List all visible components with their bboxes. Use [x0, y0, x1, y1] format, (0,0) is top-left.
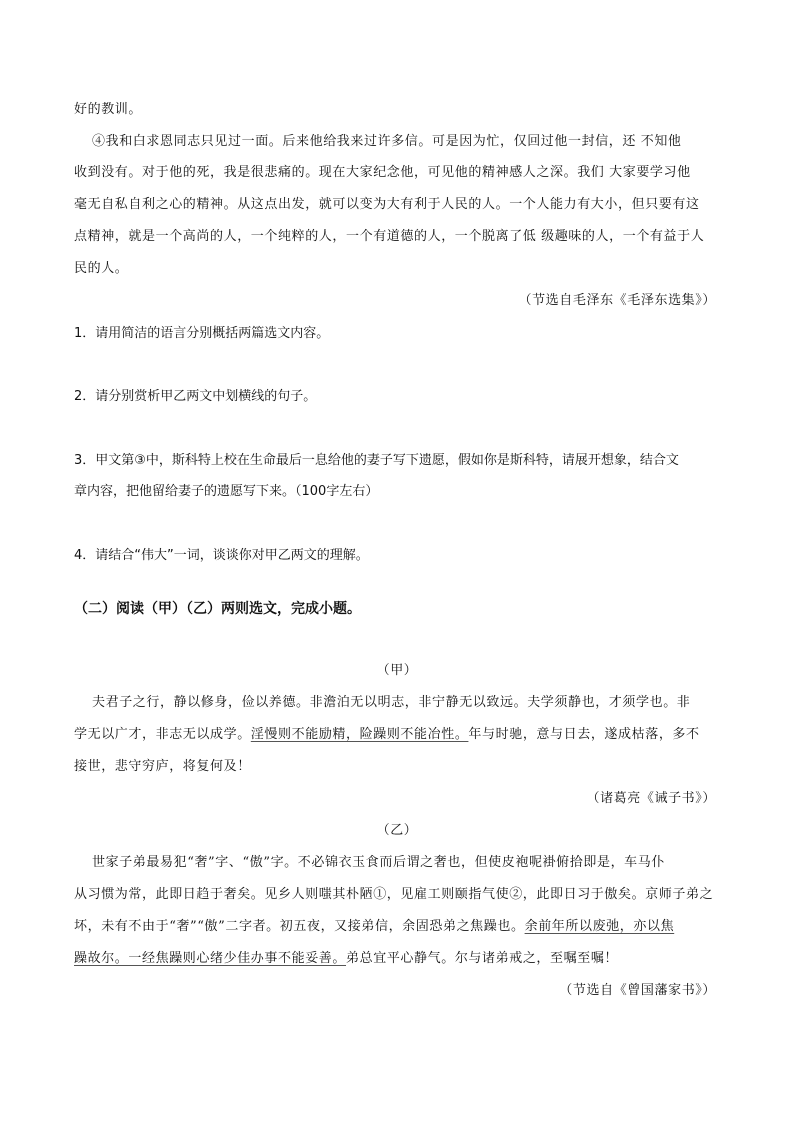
passage-line: 躁故尔。一经焦躁则心绪少佳办事不能妥善。弟总宜平心静气。尔与诸弟戒之，至嘱至嘱！	[74, 951, 619, 966]
passage-line: 民的人。	[74, 261, 129, 276]
passage-line: 夫君子之行，静以修身，俭以养德。非澹泊无以明志，非宁静无以致远。夫学须静也，才须学也。非	[92, 695, 691, 710]
passage-source: （诸葛亮《诫子书》）	[586, 791, 716, 806]
underlined-sentence: 余前年所以废弛，亦以焦	[524, 919, 675, 934]
passage-line: 收到没有。对于他的死，我是很悲痛的。现在大家纪念他，可见他的精神感人之深。我们 大家要学习他	[74, 165, 691, 180]
passage-yi-label: （乙）	[376, 823, 418, 838]
passage-line: 学无以广才，非志无以成学。淫慢则不能励精，险躁则不能冶性。年与时驰，意与日去，遂成枯落，多不	[74, 727, 700, 742]
section-heading: （二）阅读（甲）（乙）两则选文，完成小题。	[74, 601, 361, 617]
passage-line: 毫无自私自利之心的精神。从这点出发，就可以变为大有利于人民的人。一个人能力有大小，但只要有这	[74, 197, 700, 212]
underlined-sentence: 躁故尔。一经焦躁则心绪少佳办事不能妥善。	[74, 951, 347, 966]
passage-line: 世家子弟最易犯“奢”字、“傲”字。不必锦衣玉食而后谓之奢也，但使皮袍呢褂俯拾即是，车马仆	[92, 855, 665, 870]
question-1: 1．请用简洁的语言分别概括两篇选文内容。	[74, 326, 330, 341]
question-2: 2．请分别赏析甲乙两文中划横线的句子。	[74, 389, 317, 404]
passage-source: （节选自《曾国藩家书》）	[559, 983, 716, 998]
passage-line: 坏，未有不由于“奢”“傲”二字者。初五夜，又接弟信，余固恐弟之焦躁也。余前年所以废弛，亦以焦	[74, 919, 675, 934]
question-3-cont: 章内容，把他留给妻子的遗愿写下来。（100字左右）	[74, 484, 379, 499]
underlined-sentence: 淫慢则不能励精，险躁则不能冶性。	[250, 727, 469, 742]
passage-source: （节选自毛泽东《毛泽东选集》）	[518, 293, 716, 308]
passage-jia-label: （甲）	[376, 663, 418, 678]
passage-line: 从习惯为常，此即日趋于奢矣。见乡人则嗤其朴陋①，见雇工则颐指气使②，此即日习于傲矣。京师子弟之	[74, 887, 714, 902]
passage-line: 接世，悲守穷庐，将复何及！	[74, 759, 251, 774]
passage-line: ④我和白求恩同志只见过一面。后来他给我来过许多信。可是因为忙，仅回过他一封信，还 不知他	[92, 134, 682, 149]
passage-line: 好的教训。	[74, 102, 143, 117]
passage-line: 点精神，就是一个高尚的人，一个纯粹的人，一个有道德的人，一个脱离了低 级趣味的人，一个有益于人	[74, 229, 705, 244]
question-3: 3．甲文第③中，斯科特上校在生命最后一息给他的妻子写下遗愿，假如你是斯科特，请展开想象，结合文	[74, 453, 679, 468]
question-4: 4．请结合“伟大”一词，谈谈你对甲乙两文的理解。	[74, 548, 369, 563]
